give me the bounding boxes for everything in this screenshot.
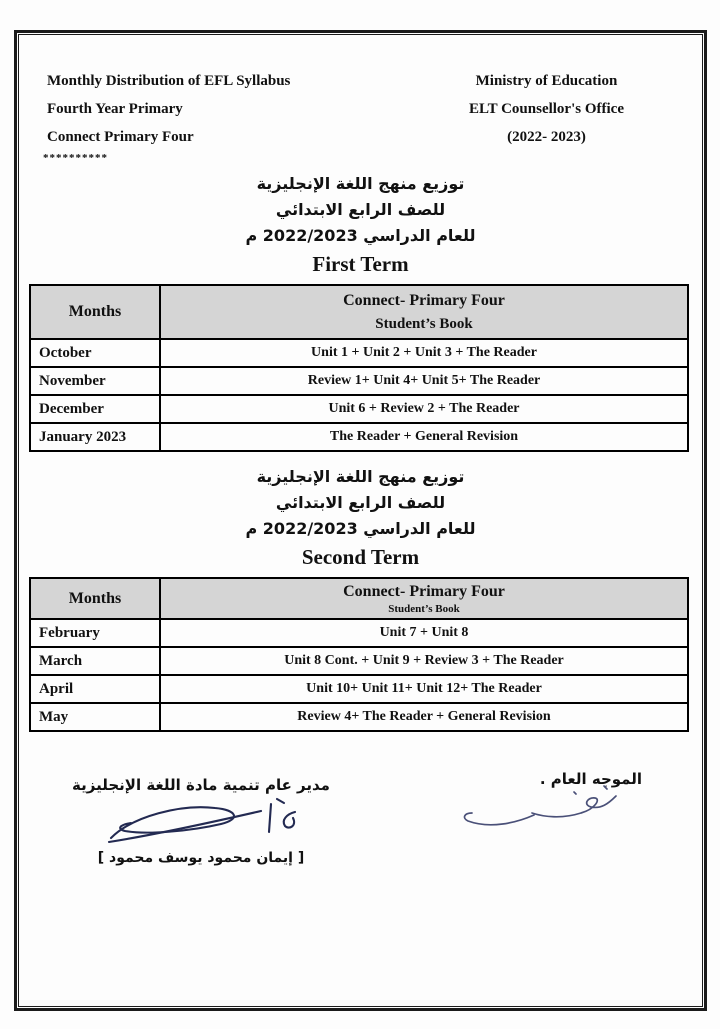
table-row (30, 647, 688, 675)
handwritten-signature-left (101, 796, 301, 848)
syllabus-cell: Review 4+ The Reader + General Revision (160, 703, 688, 731)
first-term-arabic-heading (19, 171, 702, 249)
syllabus-cell: Unit 6 + Review 2 + The Reader (160, 395, 688, 423)
syllabus-cell: Unit 10+ Unit 11+ Unit 12+ The Reader (160, 675, 688, 703)
second-term-section (19, 464, 702, 732)
header-book-line: Connect Primary Four (47, 129, 194, 145)
book-column-header (160, 578, 688, 619)
table-row (30, 675, 688, 703)
director-signature-block (51, 776, 351, 866)
book-header-line1: Connect- Primary Four (343, 292, 505, 309)
second-term-table (29, 577, 689, 732)
header-grade-line: Fourth Year Primary (47, 101, 183, 117)
book-header-line2: Student’s Book (375, 316, 473, 332)
syllabus-cell: Unit 8 Cont. + Unit 9 + Review 3 + The Reader (160, 647, 688, 675)
handwritten-signature-right (454, 784, 624, 836)
director-title: مدير عام تنمية مادة اللغة الإنجليزية (72, 776, 330, 794)
table-row (30, 423, 688, 451)
month-cell: January 2023 (30, 423, 160, 451)
first-term-section (19, 171, 702, 452)
page-border-frame (14, 30, 707, 1011)
second-term-title: Second Term (301, 545, 420, 569)
header-left-block (43, 67, 291, 165)
second-term-arabic-heading (19, 464, 702, 542)
months-column-header: Months (30, 578, 160, 619)
arabic-heading-line-2: للصف الرابع الابتدائي (275, 493, 446, 512)
syllabus-cell: Unit 7 + Unit 8 (160, 619, 688, 647)
arabic-heading-line-3: للعام الدراسي 2022/2023 م (245, 519, 476, 538)
general-supervisor-signature-block (454, 770, 642, 836)
arabic-heading-line-2: للصف الرابع الابتدائي (275, 200, 446, 219)
arabic-heading-line-3: للعام الدراسي 2022/2023 م (245, 226, 476, 245)
month-cell: April (30, 675, 160, 703)
month-cell: February (30, 619, 160, 647)
header-syllabus-title: Monthly Distribution of EFL Syllabus (47, 73, 291, 89)
months-column-header: Months (30, 285, 160, 339)
table-row (30, 339, 688, 367)
general-supervisor-title: الموجه العام . (539, 770, 642, 788)
document-header (19, 67, 702, 165)
header-ministry-line: Ministry of Education (475, 73, 618, 89)
header-office-line: ELT Counsellor's Office (468, 101, 624, 117)
month-cell: October (30, 339, 160, 367)
book-header-line1: Connect- Primary Four (343, 583, 505, 600)
arabic-heading-line-1: توزيع منهج اللغة الإنجليزية (256, 174, 465, 193)
first-term-table (29, 284, 689, 452)
month-cell: November (30, 367, 160, 395)
header-years-line: (2022- 2023) (507, 129, 586, 145)
book-header-line2: Student’s Book (388, 603, 460, 615)
table-row (30, 703, 688, 731)
table-header-row (30, 285, 688, 339)
month-cell: May (30, 703, 160, 731)
table-row (30, 619, 688, 647)
table-header-row (30, 578, 688, 619)
month-cell: December (30, 395, 160, 423)
month-cell: March (30, 647, 160, 675)
syllabus-cell: The Reader + General Revision (160, 423, 688, 451)
signatures-area (19, 732, 702, 902)
arabic-heading-line-1: توزيع منهج اللغة الإنجليزية (256, 467, 465, 486)
header-right-block (469, 67, 624, 165)
syllabus-cell: Review 1+ Unit 4+ Unit 5+ The Reader (160, 367, 688, 395)
header-stars-divider: ********** (43, 152, 108, 164)
page-border-frame-inner (18, 34, 703, 1007)
table-row (30, 367, 688, 395)
book-column-header (160, 285, 688, 339)
table-row (30, 395, 688, 423)
syllabus-cell: Unit 1 + Unit 2 + Unit 3 + The Reader (160, 339, 688, 367)
first-term-title: First Term (312, 252, 409, 276)
director-name: [ إيمان محمود يوسف محمود ] (97, 850, 305, 866)
